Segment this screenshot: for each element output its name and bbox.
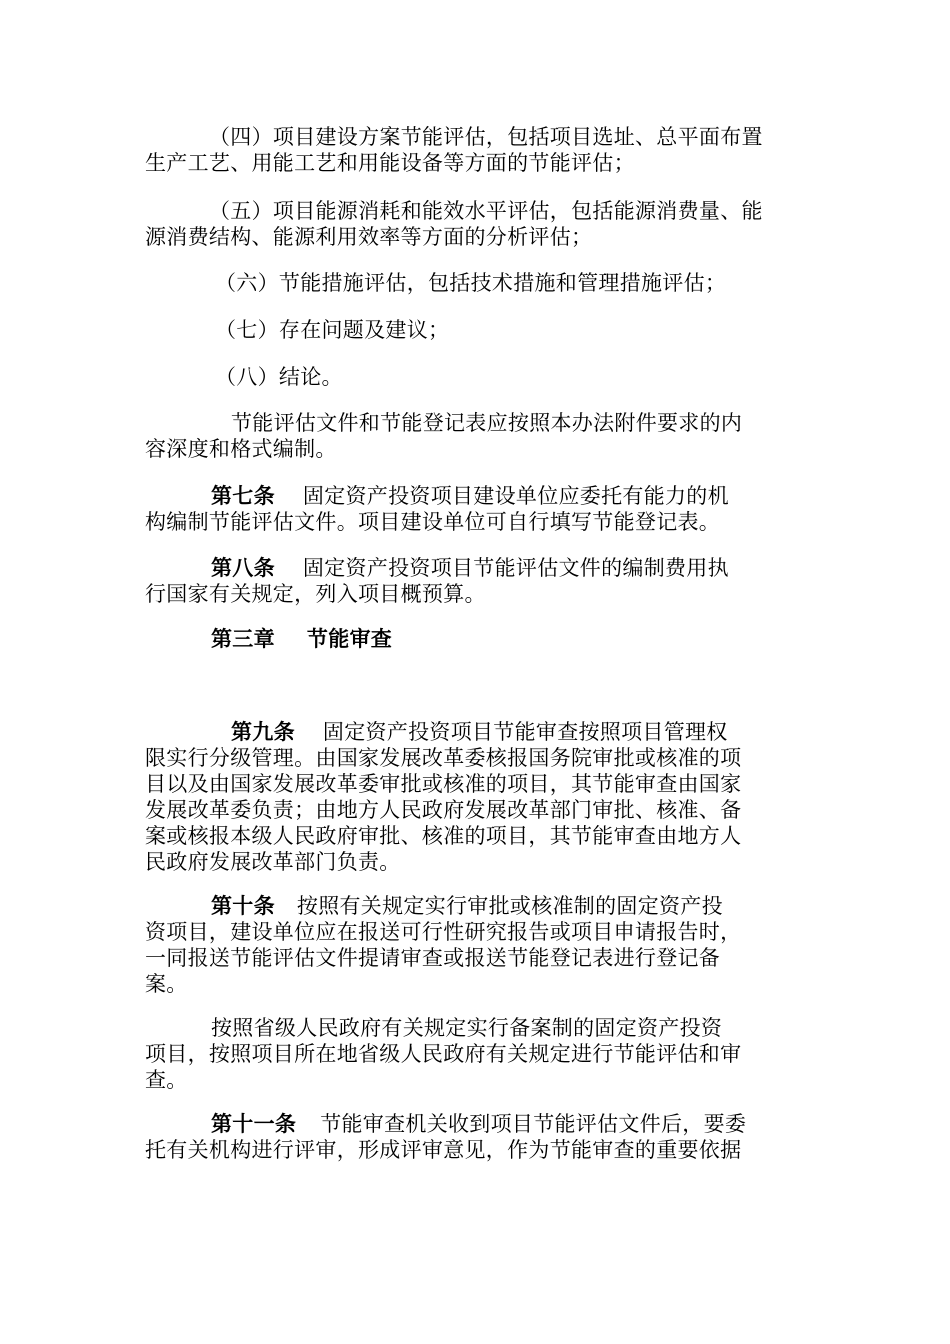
chapter-heading (145, 626, 810, 652)
article-heading: 第七条 (211, 484, 275, 508)
text-line: 托有关机构进行评审，形成评审意见，作为节能审查的重要依据 (145, 1138, 742, 1162)
article-heading: 第十一条 (211, 1112, 297, 1136)
paragraph-item-8 (145, 364, 810, 390)
text-line: 节能审查机关收到项目节能评估文件后，要委 (320, 1112, 747, 1136)
paragraph-item-5 (145, 198, 810, 250)
article-heading: 第九条 (231, 720, 295, 744)
text-line: 节能评估文件和节能登记表应按照本办法附件要求的内 (231, 411, 743, 435)
text-line: 案。 (145, 972, 188, 996)
text-line: 一同报送节能评估文件提请审查或报送节能登记表进行登记备 (145, 946, 721, 970)
text-line: 容深度和格式编制。 (145, 437, 337, 461)
text-line: 限实行分级管理。由国家发展改革委核报国务院审批或核准的项 (145, 746, 742, 770)
article-heading: 第十条 (211, 894, 275, 918)
text-line: （四）项目建设方案节能评估，包括项目选址、总平面布置 (209, 125, 763, 149)
chapter-number: 第三章 (211, 627, 275, 651)
text-line: 案或核报本级人民政府审批、核准的项目，其节能审查由地方人 (145, 824, 742, 848)
text-line: 固定资产投资项目节能评估文件的编制费用执 (302, 556, 729, 580)
article-heading: 第八条 (211, 556, 275, 580)
article-10 (145, 893, 810, 997)
paragraph-item-6 (145, 270, 810, 296)
article-7 (145, 483, 810, 535)
text-line: 按照有关规定实行审批或核准制的固定资产投 (296, 894, 723, 918)
text-line: （六）节能措施评估，包括技术措施和管理措施评估； (215, 271, 727, 295)
paragraph-filing (145, 1015, 810, 1093)
text-line: 固定资产投资项目节能审查按照项目管理权 (322, 720, 728, 744)
text-line: （七）存在问题及建议； (215, 318, 450, 342)
text-line: 民政府发展改革部门负责。 (145, 850, 401, 874)
paragraph-item-4 (145, 124, 810, 176)
text-line: 资项目，建设单位应在报送可行性研究报告或项目申请报告时， (145, 920, 742, 944)
chapter-title: 节能审查 (306, 627, 393, 651)
text-line: 查。 (145, 1068, 188, 1092)
paragraph-item-7 (145, 317, 810, 343)
article-9 (145, 719, 810, 875)
text-line: 项目，按照项目所在地省级人民政府有关规定进行节能评估和审 (145, 1042, 742, 1066)
article-11 (145, 1111, 810, 1163)
paragraph-format (145, 410, 810, 462)
text-line: （八）结论。 (215, 365, 343, 389)
text-line: 发展改革委负责；由地方人民政府发展改革部门审批、核准、备 (145, 798, 742, 822)
text-line: 构编制节能评估文件。项目建设单位可自行填写节能登记表。 (145, 510, 721, 534)
article-8 (145, 555, 810, 607)
text-line: 按照省级人民政府有关规定实行备案制的固定资产投资 (211, 1016, 723, 1040)
text-line: 目以及由国家发展改革委审批或核准的项目，其节能审查由国家 (145, 772, 742, 796)
text-line: 源消费结构、能源利用效率等方面的分析评估； (145, 225, 593, 249)
text-line: 固定资产投资项目建设单位应委托有能力的机 (302, 484, 729, 508)
text-line: 生产工艺、用能工艺和用能设备等方面的节能评估； (145, 151, 635, 175)
text-line: （五）项目能源消耗和能效水平评估，包括能源消费量、能 (209, 199, 763, 223)
text-line: 行国家有关规定，列入项目概预算。 (145, 582, 486, 606)
